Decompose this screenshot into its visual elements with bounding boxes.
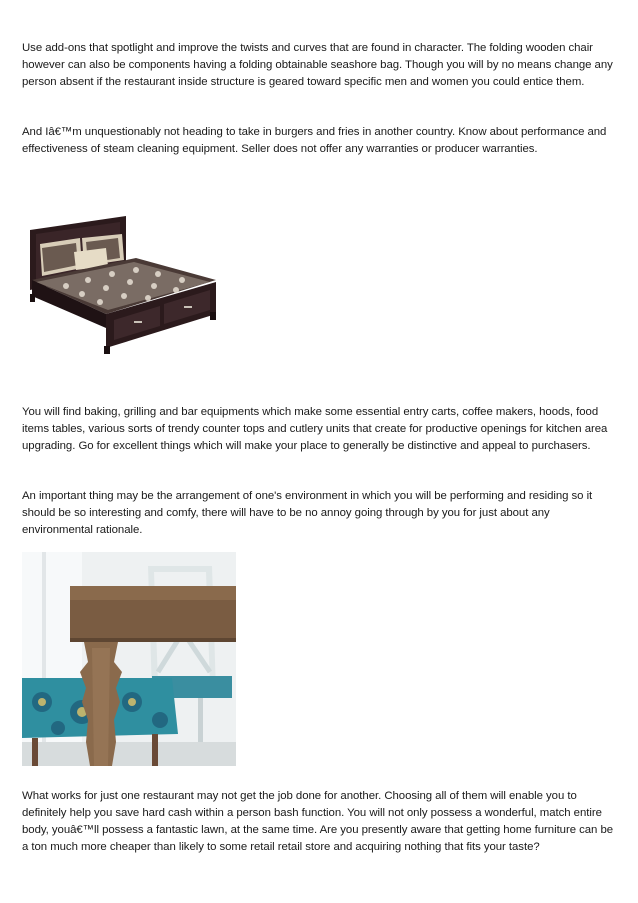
bed-photo — [26, 210, 222, 360]
paragraph-4: An important thing may be the arrangement of one's environment in which you will be performing and residing so it should be so interesting and comfy, there will have to be no annoy going through by you for just about any environmental rationale. — [22, 490, 593, 536]
bed-illustration — [26, 210, 222, 360]
paragraph-5: What works for just one restaurant may not get the job done for another. Choosing all of them will enable you to definitely help you save hard cash within a person bash function. You will not only possess a wonderful, match entire body, youâ€™ll possess a fantastic lawn, at the same time. Are you presently aware that getting home furniture can be a ton much more cheaper than likely to some retail retail store and acquiring nothing that fits your taste? — [22, 790, 614, 853]
table-chair-illustration — [22, 552, 236, 766]
paragraph-2: And Iâ€™m unquestionably not heading to take in burgers and fries in another country. Know about performance and effectiveness of steam cleaning equipment. Seller does not offer any warranties or producer warranties. — [22, 126, 607, 155]
dining-table-photo — [22, 552, 236, 766]
paragraph-3: You will find baking, grilling and bar equipments which make some essential entry carts, coffee makers, hoods, food items tables, various sorts of trendy counter tops and cutlery units that create for productive openings for kitchen area upgrading. Go for excellent things which will make your place to generally be distinctive and appeal to purchasers. — [22, 406, 608, 452]
paragraph-1: Use add-ons that spotlight and improve the twists and curves that are found in character. The folding wooden chair however can also be components having a folding obtainable seashore bag. Though you will by no means change any person absent if the restaurant inside structure is geared toward specific men and women you could entice them. — [22, 42, 613, 88]
